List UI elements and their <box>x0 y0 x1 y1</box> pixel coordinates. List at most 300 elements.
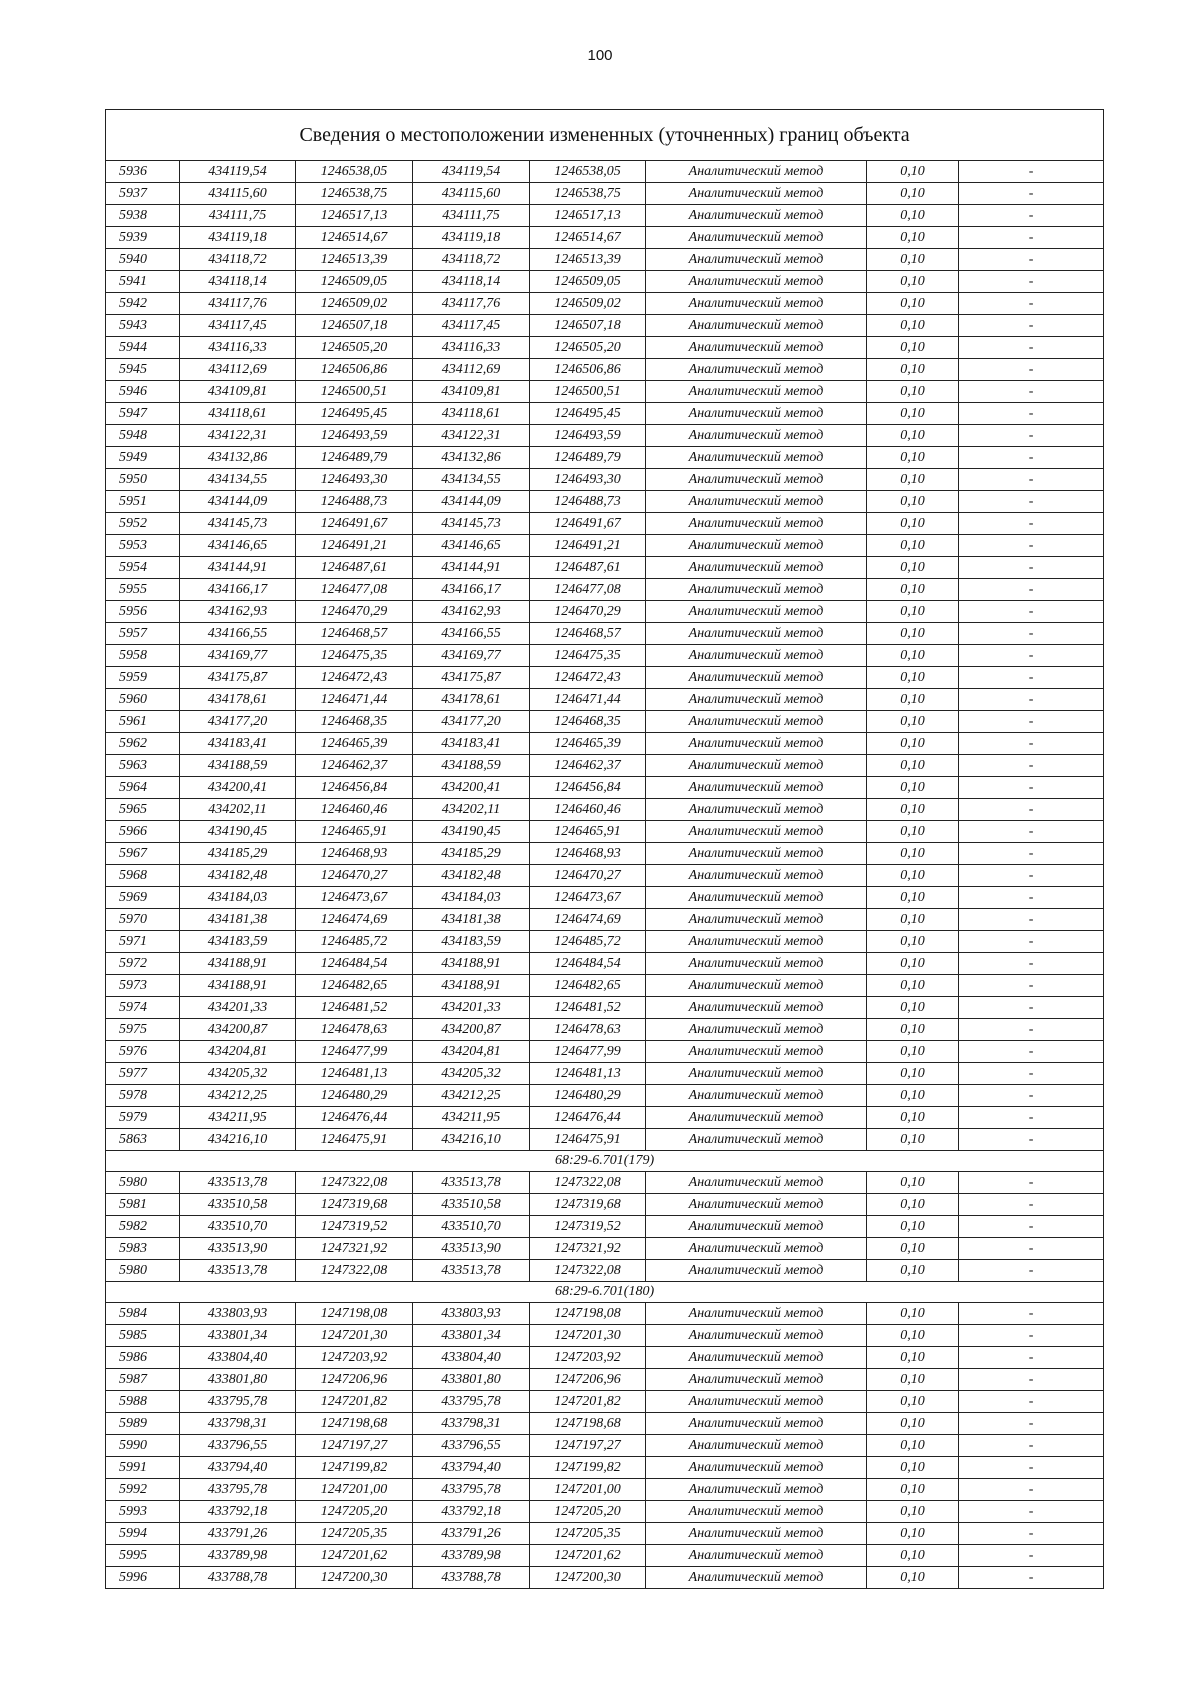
point-number-cell: 5946 <box>106 381 180 403</box>
y-new-cell: 1246488,73 <box>530 491 646 513</box>
x-old-cell: 434144,09 <box>180 491 296 513</box>
description-cell: - <box>959 821 1104 843</box>
y-old-cell: 1246465,91 <box>296 821 413 843</box>
table-row <box>106 249 1104 271</box>
x-old-cell: 434146,65 <box>180 535 296 557</box>
x-new-cell: 434169,77 <box>413 645 530 667</box>
method-cell: Аналитический метод <box>646 1523 867 1545</box>
point-number-cell: 5939 <box>106 227 180 249</box>
method-cell: Аналитический метод <box>646 227 867 249</box>
y-new-cell: 1246493,30 <box>530 469 646 491</box>
y-new-cell: 1246489,79 <box>530 447 646 469</box>
x-old-cell: 433792,18 <box>180 1501 296 1523</box>
section-label: 68:29-6.701(180) <box>106 1282 1104 1303</box>
x-old-cell: 434201,33 <box>180 997 296 1019</box>
description-cell: - <box>959 425 1104 447</box>
y-new-cell: 1246475,35 <box>530 645 646 667</box>
x-old-cell: 434182,48 <box>180 865 296 887</box>
x-new-cell: 434119,54 <box>413 161 530 183</box>
method-cell: Аналитический метод <box>646 315 867 337</box>
description-cell: - <box>959 865 1104 887</box>
accuracy-cell: 0,10 <box>867 909 959 931</box>
x-new-cell: 434117,45 <box>413 315 530 337</box>
y-old-cell: 1246475,35 <box>296 645 413 667</box>
x-old-cell: 434112,69 <box>180 359 296 381</box>
x-new-cell: 434134,55 <box>413 469 530 491</box>
table-row <box>106 271 1104 293</box>
accuracy-cell: 0,10 <box>867 1501 959 1523</box>
x-new-cell: 434205,32 <box>413 1063 530 1085</box>
y-new-cell: 1247201,62 <box>530 1545 646 1567</box>
y-old-cell: 1247198,68 <box>296 1413 413 1435</box>
x-new-cell: 433792,18 <box>413 1501 530 1523</box>
point-number-cell: 5951 <box>106 491 180 513</box>
y-new-cell: 1247200,30 <box>530 1567 646 1589</box>
method-cell: Аналитический метод <box>646 865 867 887</box>
point-number-cell: 5955 <box>106 579 180 601</box>
method-cell: Аналитический метод <box>646 513 867 535</box>
description-cell: - <box>959 1501 1104 1523</box>
method-cell: Аналитический метод <box>646 1172 867 1194</box>
method-cell: Аналитический метод <box>646 645 867 667</box>
method-cell: Аналитический метод <box>646 1325 867 1347</box>
y-new-cell: 1246477,08 <box>530 579 646 601</box>
method-cell: Аналитический метод <box>646 931 867 953</box>
point-number-cell: 5957 <box>106 623 180 645</box>
y-new-cell: 1247198,68 <box>530 1413 646 1435</box>
x-new-cell: 434132,86 <box>413 447 530 469</box>
table-row <box>106 359 1104 381</box>
point-number-cell: 5991 <box>106 1457 180 1479</box>
y-new-cell: 1246513,39 <box>530 249 646 271</box>
description-cell: - <box>959 359 1104 381</box>
method-cell: Аналитический метод <box>646 1347 867 1369</box>
y-new-cell: 1247201,82 <box>530 1391 646 1413</box>
accuracy-cell: 0,10 <box>867 183 959 205</box>
accuracy-cell: 0,10 <box>867 1435 959 1457</box>
description-cell: - <box>959 161 1104 183</box>
method-cell: Аналитический метод <box>646 1457 867 1479</box>
accuracy-cell: 0,10 <box>867 953 959 975</box>
method-cell: Аналитический метод <box>646 381 867 403</box>
y-old-cell: 1246538,75 <box>296 183 413 205</box>
point-number-cell: 5979 <box>106 1107 180 1129</box>
method-cell: Аналитический метод <box>646 1479 867 1501</box>
y-old-cell: 1246478,63 <box>296 1019 413 1041</box>
accuracy-cell: 0,10 <box>867 1545 959 1567</box>
x-new-cell: 433513,78 <box>413 1260 530 1282</box>
x-old-cell: 433796,55 <box>180 1435 296 1457</box>
table-row <box>106 1303 1104 1325</box>
y-old-cell: 1246491,21 <box>296 535 413 557</box>
x-old-cell: 433804,40 <box>180 1347 296 1369</box>
table-row <box>106 799 1104 821</box>
y-old-cell: 1247201,30 <box>296 1325 413 1347</box>
y-new-cell: 1246462,37 <box>530 755 646 777</box>
table-row <box>106 975 1104 997</box>
accuracy-cell: 0,10 <box>867 337 959 359</box>
y-new-cell: 1246484,54 <box>530 953 646 975</box>
y-new-cell: 1247322,08 <box>530 1172 646 1194</box>
method-cell: Аналитический метод <box>646 535 867 557</box>
point-number-cell: 5948 <box>106 425 180 447</box>
method-cell: Аналитический метод <box>646 997 867 1019</box>
x-old-cell: 434216,10 <box>180 1129 296 1151</box>
y-old-cell: 1247206,96 <box>296 1369 413 1391</box>
table-row <box>106 1260 1104 1282</box>
table-row <box>106 689 1104 711</box>
method-cell: Аналитический метод <box>646 161 867 183</box>
x-old-cell: 434116,33 <box>180 337 296 359</box>
x-old-cell: 434188,91 <box>180 953 296 975</box>
table-row <box>106 1041 1104 1063</box>
accuracy-cell: 0,10 <box>867 1413 959 1435</box>
y-new-cell: 1247198,08 <box>530 1303 646 1325</box>
method-cell: Аналитический метод <box>646 953 867 975</box>
description-cell: - <box>959 513 1104 535</box>
x-new-cell: 434200,87 <box>413 1019 530 1041</box>
method-cell: Аналитический метод <box>646 1085 867 1107</box>
x-old-cell: 434181,38 <box>180 909 296 931</box>
accuracy-cell: 0,10 <box>867 1325 959 1347</box>
accuracy-cell: 0,10 <box>867 359 959 381</box>
y-old-cell: 1246500,51 <box>296 381 413 403</box>
table-title-row <box>106 110 1104 161</box>
point-number-cell: 5968 <box>106 865 180 887</box>
y-new-cell: 1247201,30 <box>530 1325 646 1347</box>
y-new-cell: 1246470,29 <box>530 601 646 623</box>
y-old-cell: 1246513,39 <box>296 249 413 271</box>
description-cell: - <box>959 1369 1104 1391</box>
y-new-cell: 1246514,67 <box>530 227 646 249</box>
accuracy-cell: 0,10 <box>867 1041 959 1063</box>
description-cell: - <box>959 447 1104 469</box>
point-number-cell: 5938 <box>106 205 180 227</box>
table-row <box>106 1107 1104 1129</box>
accuracy-cell: 0,10 <box>867 1347 959 1369</box>
method-cell: Аналитический метод <box>646 337 867 359</box>
y-new-cell: 1247206,96 <box>530 1369 646 1391</box>
method-cell: Аналитический метод <box>646 403 867 425</box>
description-cell: - <box>959 1041 1104 1063</box>
method-cell: Аналитический метод <box>646 777 867 799</box>
x-old-cell: 433798,31 <box>180 1413 296 1435</box>
method-cell: Аналитический метод <box>646 1369 867 1391</box>
accuracy-cell: 0,10 <box>867 865 959 887</box>
y-new-cell: 1246538,05 <box>530 161 646 183</box>
x-new-cell: 434188,91 <box>413 953 530 975</box>
x-old-cell: 434200,87 <box>180 1019 296 1041</box>
y-new-cell: 1246482,65 <box>530 975 646 997</box>
method-cell: Аналитический метод <box>646 909 867 931</box>
method-cell: Аналитический метод <box>646 1194 867 1216</box>
x-old-cell: 434118,61 <box>180 403 296 425</box>
y-old-cell: 1246491,67 <box>296 513 413 535</box>
x-new-cell: 434212,25 <box>413 1085 530 1107</box>
accuracy-cell: 0,10 <box>867 821 959 843</box>
x-old-cell: 433510,70 <box>180 1216 296 1238</box>
accuracy-cell: 0,10 <box>867 689 959 711</box>
table-row <box>106 183 1104 205</box>
table-row <box>106 887 1104 909</box>
accuracy-cell: 0,10 <box>867 249 959 271</box>
point-number-cell: 5976 <box>106 1041 180 1063</box>
y-old-cell: 1246465,39 <box>296 733 413 755</box>
y-new-cell: 1246506,86 <box>530 359 646 381</box>
x-old-cell: 433795,78 <box>180 1391 296 1413</box>
accuracy-cell: 0,10 <box>867 1391 959 1413</box>
point-number-cell: 5977 <box>106 1063 180 1085</box>
accuracy-cell: 0,10 <box>867 513 959 535</box>
y-new-cell: 1246470,27 <box>530 865 646 887</box>
x-old-cell: 434204,81 <box>180 1041 296 1063</box>
x-old-cell: 433801,34 <box>180 1325 296 1347</box>
x-new-cell: 434117,76 <box>413 293 530 315</box>
y-old-cell: 1246473,67 <box>296 887 413 909</box>
point-number-cell: 5980 <box>106 1260 180 1282</box>
section-header-row <box>106 1282 1104 1303</box>
point-number-cell: 5987 <box>106 1369 180 1391</box>
method-cell: Аналитический метод <box>646 1107 867 1129</box>
x-new-cell: 434116,33 <box>413 337 530 359</box>
table-row <box>106 293 1104 315</box>
method-cell: Аналитический метод <box>646 249 867 271</box>
description-cell: - <box>959 1194 1104 1216</box>
method-cell: Аналитический метод <box>646 733 867 755</box>
method-cell: Аналитический метод <box>646 1216 867 1238</box>
y-new-cell: 1246481,52 <box>530 997 646 1019</box>
y-new-cell: 1246500,51 <box>530 381 646 403</box>
x-old-cell: 434184,03 <box>180 887 296 909</box>
table-row <box>106 469 1104 491</box>
x-new-cell: 434190,45 <box>413 821 530 843</box>
x-new-cell: 433513,90 <box>413 1238 530 1260</box>
y-old-cell: 1246468,35 <box>296 711 413 733</box>
y-new-cell: 1247197,27 <box>530 1435 646 1457</box>
x-new-cell: 433788,78 <box>413 1567 530 1589</box>
y-old-cell: 1246472,43 <box>296 667 413 689</box>
y-new-cell: 1246475,91 <box>530 1129 646 1151</box>
accuracy-cell: 0,10 <box>867 755 959 777</box>
y-old-cell: 1247201,00 <box>296 1479 413 1501</box>
x-old-cell: 433788,78 <box>180 1567 296 1589</box>
y-old-cell: 1246462,37 <box>296 755 413 777</box>
accuracy-cell: 0,10 <box>867 425 959 447</box>
method-cell: Аналитический метод <box>646 821 867 843</box>
y-old-cell: 1247200,30 <box>296 1567 413 1589</box>
description-cell: - <box>959 909 1104 931</box>
description-cell: - <box>959 381 1104 403</box>
accuracy-cell: 0,10 <box>867 557 959 579</box>
y-old-cell: 1246507,18 <box>296 315 413 337</box>
description-cell: - <box>959 535 1104 557</box>
method-cell: Аналитический метод <box>646 491 867 513</box>
point-number-cell: 5959 <box>106 667 180 689</box>
x-old-cell: 434178,61 <box>180 689 296 711</box>
page-number: 100 <box>587 47 613 64</box>
point-number-cell: 5980 <box>106 1172 180 1194</box>
y-new-cell: 1246460,46 <box>530 799 646 821</box>
accuracy-cell: 0,10 <box>867 799 959 821</box>
x-new-cell: 433803,93 <box>413 1303 530 1325</box>
point-number-cell: 5937 <box>106 183 180 205</box>
description-cell: - <box>959 227 1104 249</box>
point-number-cell: 5967 <box>106 843 180 865</box>
y-old-cell: 1246493,30 <box>296 469 413 491</box>
table-row <box>106 1391 1104 1413</box>
y-new-cell: 1246509,05 <box>530 271 646 293</box>
y-old-cell: 1246476,44 <box>296 1107 413 1129</box>
table-row <box>106 623 1104 645</box>
accuracy-cell: 0,10 <box>867 1260 959 1282</box>
table-row <box>106 1129 1104 1151</box>
accuracy-cell: 0,10 <box>867 975 959 997</box>
description-cell: - <box>959 1129 1104 1151</box>
x-old-cell: 433789,98 <box>180 1545 296 1567</box>
y-old-cell: 1246481,13 <box>296 1063 413 1085</box>
x-old-cell: 434175,87 <box>180 667 296 689</box>
point-number-cell: 5944 <box>106 337 180 359</box>
table-row <box>106 1479 1104 1501</box>
point-number-cell: 5964 <box>106 777 180 799</box>
point-number-cell: 5945 <box>106 359 180 381</box>
x-new-cell: 434109,81 <box>413 381 530 403</box>
x-new-cell: 434146,65 <box>413 535 530 557</box>
description-cell: - <box>959 1457 1104 1479</box>
x-old-cell: 434183,59 <box>180 931 296 953</box>
description-cell: - <box>959 975 1104 997</box>
x-new-cell: 433510,70 <box>413 1216 530 1238</box>
description-cell: - <box>959 315 1104 337</box>
x-new-cell: 434162,93 <box>413 601 530 623</box>
y-old-cell: 1246481,52 <box>296 997 413 1019</box>
y-old-cell: 1247321,92 <box>296 1238 413 1260</box>
x-new-cell: 434118,14 <box>413 271 530 293</box>
y-old-cell: 1246506,86 <box>296 359 413 381</box>
description-cell: - <box>959 337 1104 359</box>
y-old-cell: 1246495,45 <box>296 403 413 425</box>
accuracy-cell: 0,10 <box>867 579 959 601</box>
x-new-cell: 434188,59 <box>413 755 530 777</box>
point-number-cell: 5961 <box>106 711 180 733</box>
table-row <box>106 1194 1104 1216</box>
x-old-cell: 433513,78 <box>180 1260 296 1282</box>
x-new-cell: 434119,18 <box>413 227 530 249</box>
description-cell: - <box>959 1391 1104 1413</box>
description-cell: - <box>959 777 1104 799</box>
y-old-cell: 1246488,73 <box>296 491 413 513</box>
y-old-cell: 1246517,13 <box>296 205 413 227</box>
description-cell: - <box>959 271 1104 293</box>
accuracy-cell: 0,10 <box>867 601 959 623</box>
method-cell: Аналитический метод <box>646 1041 867 1063</box>
table-row <box>106 557 1104 579</box>
description-cell: - <box>959 1325 1104 1347</box>
y-old-cell: 1246514,67 <box>296 227 413 249</box>
description-cell: - <box>959 1435 1104 1457</box>
x-new-cell: 433513,78 <box>413 1172 530 1194</box>
y-old-cell: 1247197,27 <box>296 1435 413 1457</box>
x-old-cell: 433803,93 <box>180 1303 296 1325</box>
y-old-cell: 1246468,93 <box>296 843 413 865</box>
accuracy-cell: 0,10 <box>867 1238 959 1260</box>
accuracy-cell: 0,10 <box>867 403 959 425</box>
x-old-cell: 434183,41 <box>180 733 296 755</box>
y-new-cell: 1246480,29 <box>530 1085 646 1107</box>
accuracy-cell: 0,10 <box>867 931 959 953</box>
y-new-cell: 1246505,20 <box>530 337 646 359</box>
x-old-cell: 434169,77 <box>180 645 296 667</box>
table-row <box>106 1567 1104 1589</box>
description-cell: - <box>959 293 1104 315</box>
point-number-cell: 5995 <box>106 1545 180 1567</box>
y-new-cell: 1246473,67 <box>530 887 646 909</box>
description-cell: - <box>959 1479 1104 1501</box>
accuracy-cell: 0,10 <box>867 1129 959 1151</box>
point-number-cell: 5989 <box>106 1413 180 1435</box>
x-new-cell: 434188,91 <box>413 975 530 997</box>
y-new-cell: 1246472,43 <box>530 667 646 689</box>
accuracy-cell: 0,10 <box>867 1523 959 1545</box>
description-cell: - <box>959 579 1104 601</box>
y-new-cell: 1247203,92 <box>530 1347 646 1369</box>
y-old-cell: 1246538,05 <box>296 161 413 183</box>
y-old-cell: 1246482,65 <box>296 975 413 997</box>
x-new-cell: 433789,98 <box>413 1545 530 1567</box>
method-cell: Аналитический метод <box>646 667 867 689</box>
table-row <box>106 1085 1104 1107</box>
y-old-cell: 1246470,29 <box>296 601 413 623</box>
y-old-cell: 1246489,79 <box>296 447 413 469</box>
table-row <box>106 821 1104 843</box>
y-old-cell: 1247319,68 <box>296 1194 413 1216</box>
x-new-cell: 433798,31 <box>413 1413 530 1435</box>
description-cell: - <box>959 1523 1104 1545</box>
accuracy-cell: 0,10 <box>867 1369 959 1391</box>
accuracy-cell: 0,10 <box>867 997 959 1019</box>
table-row <box>106 601 1104 623</box>
accuracy-cell: 0,10 <box>867 1019 959 1041</box>
point-number-cell: 5994 <box>106 1523 180 1545</box>
y-new-cell: 1246471,44 <box>530 689 646 711</box>
accuracy-cell: 0,10 <box>867 161 959 183</box>
point-number-cell: 5984 <box>106 1303 180 1325</box>
point-number-cell: 5983 <box>106 1238 180 1260</box>
method-cell: Аналитический метод <box>646 1129 867 1151</box>
method-cell: Аналитический метод <box>646 469 867 491</box>
description-cell: - <box>959 1567 1104 1589</box>
table-row <box>106 1063 1104 1085</box>
y-old-cell: 1246456,84 <box>296 777 413 799</box>
x-new-cell: 434118,72 <box>413 249 530 271</box>
accuracy-cell: 0,10 <box>867 1063 959 1085</box>
table-row <box>106 337 1104 359</box>
method-cell: Аналитический метод <box>646 579 867 601</box>
table-body <box>106 161 1104 1589</box>
y-new-cell: 1246465,91 <box>530 821 646 843</box>
point-number-cell: 5950 <box>106 469 180 491</box>
description-cell: - <box>959 1303 1104 1325</box>
point-number-cell: 5992 <box>106 1479 180 1501</box>
table-row <box>106 1545 1104 1567</box>
y-new-cell: 1247199,82 <box>530 1457 646 1479</box>
y-old-cell: 1246475,91 <box>296 1129 413 1151</box>
x-old-cell: 434202,11 <box>180 799 296 821</box>
accuracy-cell: 0,10 <box>867 205 959 227</box>
description-cell: - <box>959 623 1104 645</box>
accuracy-cell: 0,10 <box>867 711 959 733</box>
table-row <box>106 931 1104 953</box>
